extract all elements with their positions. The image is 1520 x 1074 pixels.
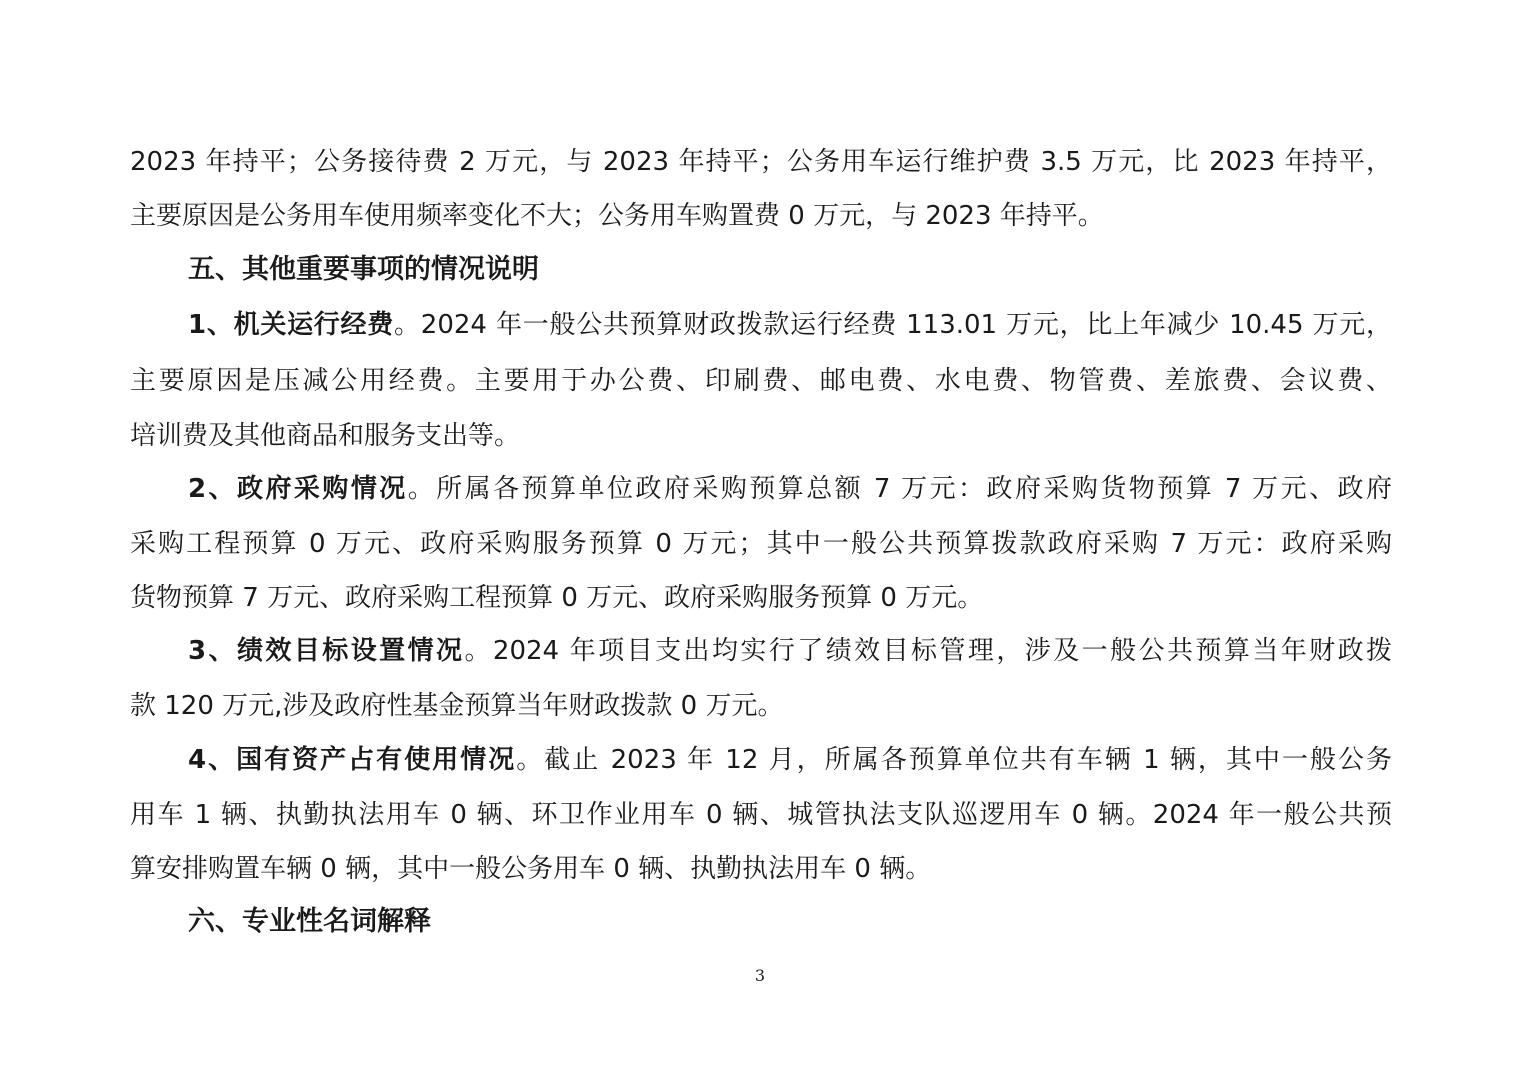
paragraph-line: 款 120 万元,涉及政府性基金预算当年财政拨款 0 万元。 xyxy=(130,691,784,721)
paragraph-line xyxy=(188,472,1392,506)
section-heading: 六、专业性名词解释 xyxy=(188,906,431,937)
item-lead: 4、国有资产占有使用情况 xyxy=(188,745,517,775)
paragraph-line: 货物预算 7 万元、政府采购工程预算 0 万元、政府采购服务预算 0 万元。 xyxy=(130,583,984,613)
paragraph-line: 培训费及其他商品和服务支出等。 xyxy=(130,421,521,451)
paragraph-line xyxy=(188,308,1392,342)
item-lead: 1、机关运行经费 xyxy=(188,310,395,340)
item-lead: 2、政府采购情况 xyxy=(188,474,408,504)
paragraph-line: 主要原因是公务用车使用频率变化不大；公务用车购置费 0 万元，与 2023 年持平。 xyxy=(130,201,1104,231)
paragraph-line xyxy=(188,634,1392,668)
section-heading: 五、其他重要事项的情况说明 xyxy=(188,254,539,285)
item-text: 。所属各预算单位政府采购预算总额 7 万元：政府采购货物预算 7 万元、政府 xyxy=(407,474,1392,504)
paragraph-line: 算安排购置车辆 0 辆，其中一般公务用车 0 辆、执勤执法用车 0 辆。 xyxy=(130,854,932,884)
paragraph-line: 2023 年持平；公务接待费 2 万元，与 2023 年持平；公务用车运行维护费 3.5 万元，比 2023 年持平， xyxy=(130,147,1392,177)
item-text: 。2024 年项目支出均实行了绩效目标管理，涉及一般公共预算当年财政拨 xyxy=(464,636,1392,666)
item-text: 。2024 年一般公共预算财政拨款运行经费 113.01 万元，比上年减少 10.45 万元， xyxy=(394,310,1392,340)
paragraph-line: 主要原因是压减公用经费。主要用于办公费、印刷费、邮电费、水电费、物管费、差旅费、会议费、 xyxy=(130,366,1392,396)
item-lead: 3、绩效目标设置情况 xyxy=(188,636,465,666)
paragraph-line: 采购工程预算 0 万元、政府采购服务预算 0 万元；其中一般公共预算拨款政府采购 7 万元：政府采购 xyxy=(130,529,1392,559)
paragraph-line: 用车 1 辆、执勤执法用车 0 辆、环卫作业用车 0 辆、城管执法支队巡逻用车 0 辆。2024 年一般公共预 xyxy=(130,800,1392,830)
paragraph-line xyxy=(188,743,1392,777)
item-text: 。截止 2023 年 12 月，所属各预算单位共有车辆 1 辆，其中一般公务 xyxy=(516,745,1392,775)
page-number: 3 xyxy=(754,966,766,985)
